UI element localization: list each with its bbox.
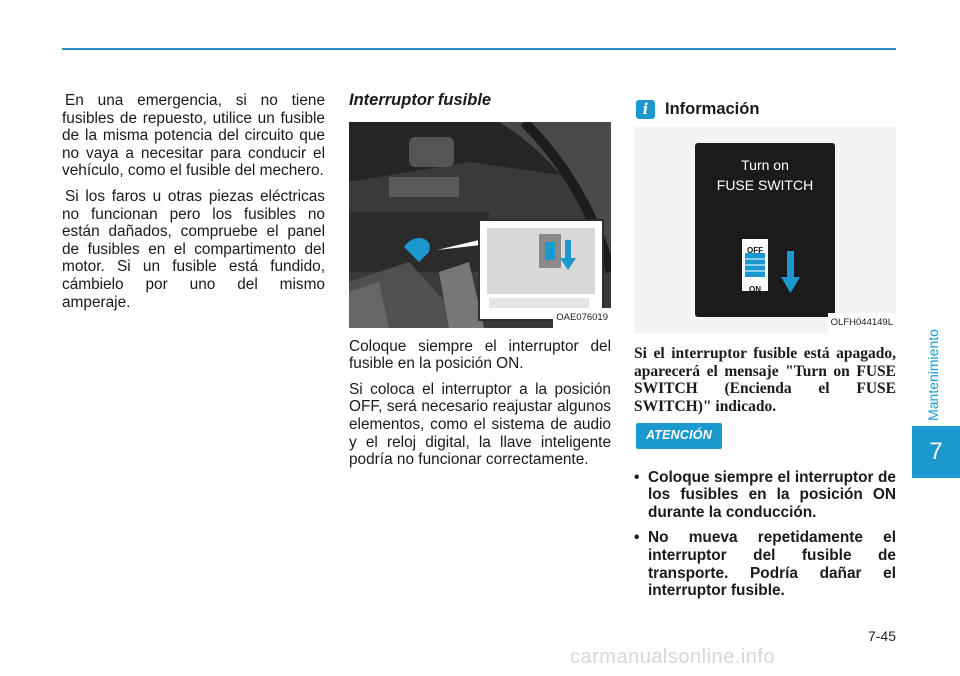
dashboard-photo (349, 122, 611, 328)
display-line-2: FUSE SWITCH (716, 177, 814, 193)
info-title: Información (665, 99, 760, 118)
attention-list (634, 469, 896, 600)
top-rule (62, 48, 896, 50)
dashboard-illustration (349, 122, 611, 328)
paragraph-off-effects: Si coloca el interruptor a la posición OFF, será necesario reajustar algunos elementos, como el sistema de audio y el reloj digital, la llave inteligente podría no funcionar correctamente. (349, 380, 611, 469)
paragraph-headlights: Si los faros u otras piezas eléctricas no funcionan pero los fusibles no están dañados, compruebe el panel de fusibles en el compartimento del motor. Si un fusible está fundido, cámbielo por uno del mismo amperaje. (62, 187, 325, 311)
paragraph-keep-on: Coloque siempre el interruptor del fusible en la posición ON. (349, 337, 611, 373)
section-title-fuse-switch: Interruptor fusible (349, 91, 492, 109)
chapter-tab: 7 (912, 426, 960, 478)
switch-off-label: OFF (747, 246, 763, 255)
fuse-switch-display-image (634, 127, 896, 333)
column-left (62, 92, 325, 319)
column-right (634, 92, 896, 608)
page-number: 7-45 (867, 628, 896, 644)
info-header (636, 100, 896, 119)
paragraph-emergency: En una emergencia, si no tiene fusibles de repuesto, utilice un fusible de la misma potencia del circuito que no vaya a necesitar para conducir el vehículo, como el fusible del mechero. (62, 92, 325, 180)
switch-on-label: ON (749, 285, 761, 294)
cluster-screen (695, 143, 835, 317)
list-item: • No mueva repetidamente el interruptor del fusible de transporte. Podría dañar el interruptor fusible. (634, 529, 896, 599)
image-code-display: OLFH044149L (828, 313, 896, 333)
attention-badge: ATENCIÓN (636, 423, 722, 449)
info-note: Si el interruptor fusible está apagado, aparecerá el mensaje "Turn on FUSE SWITCH (Encienda el FUSE SWITCH)" indicado. (634, 345, 896, 415)
watermark: carmanualsonline.info (570, 646, 776, 668)
column-middle (349, 92, 611, 477)
info-icon: i (636, 100, 655, 119)
chapter-name: Mantenimiento (925, 329, 941, 421)
display-line-1: Turn on (741, 157, 789, 173)
image-code-dashboard: OAE076019 (553, 308, 611, 328)
list-item: • Coloque siempre el interruptor de los fusibles en la posición ON durante la conducción. (634, 469, 896, 522)
chapter-side-label (924, 325, 942, 425)
